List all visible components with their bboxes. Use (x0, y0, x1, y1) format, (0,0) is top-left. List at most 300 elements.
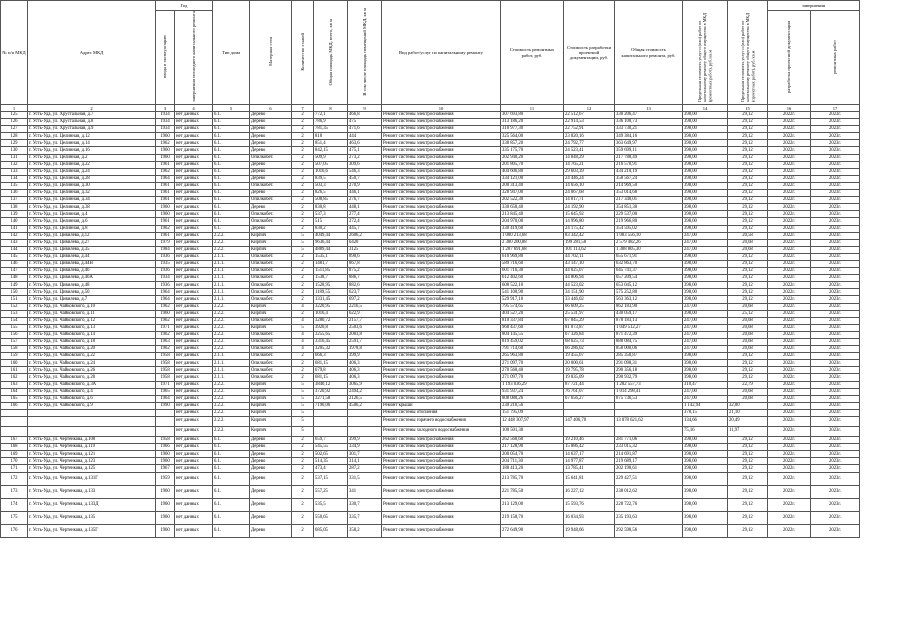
cell-total-cost: 1 014 298,41 (615, 388, 683, 395)
column-number: 4 (175, 105, 213, 112)
cell-living-area: 287,2 (348, 465, 382, 472)
cell-total-area: 681,15 (314, 360, 348, 367)
cell-limit-design: 29,12 (728, 225, 768, 232)
cell-design-cost: 15 641,81 (564, 472, 615, 485)
cell-floors: 2 (292, 444, 314, 451)
cell-last-repair: нет данных (175, 511, 213, 524)
table-row (1, 204, 860, 211)
cell-total-cost: 354 851,30 (615, 204, 683, 211)
cell-design-cost (564, 402, 615, 409)
cell-repair-year: 2023г. (811, 175, 860, 182)
cell-last-repair: нет данных (175, 119, 213, 126)
cell-repair-cost: 330 419,60 (501, 225, 564, 232)
cell-work-type: Ремонт системы электроснабжения (382, 310, 501, 317)
cell-design-cost: 33 446,02 (564, 296, 615, 303)
cell-design-year: 2022г. (768, 211, 811, 218)
cell-total-area: 503,3 (314, 182, 348, 189)
cell-year-built: 1960 (156, 451, 175, 458)
cell-living-area: 301,7 (348, 451, 382, 458)
cell-total-cost: 291 098,31 (615, 360, 683, 367)
cell-work-type: Ремонт системы электроснабжения (382, 197, 501, 204)
cell-last-repair: нет данных (175, 190, 213, 197)
column-number: 3 (156, 105, 175, 112)
cell-year-built: 1962 (156, 225, 175, 232)
cell-limit-design: 29,12 (728, 260, 768, 267)
cell-house-type: 6.1. (213, 154, 250, 161)
cell-repair-cost: 204 711,30 (501, 458, 564, 465)
cell-design-cost: 19 835,09 (564, 374, 615, 381)
cell-total-area: 851,4 (314, 140, 348, 147)
cell-design-cost: 67 845,29 (564, 317, 615, 324)
cell-row-number: 144 (1, 246, 28, 253)
cell-wall-material: Опилкобет. (250, 197, 292, 204)
cell-total-area: 1016,4 (314, 310, 348, 317)
cell-last-repair: нет данных (175, 360, 213, 367)
cell-last-repair: нет данных (175, 465, 213, 472)
cell-living-area: 475,1 (348, 147, 382, 154)
cell-wall-material: Кирпич (250, 324, 292, 331)
cell-year-built: 1962 (156, 168, 175, 175)
cell-last-repair: нет данных (175, 417, 213, 427)
design-year: 2022г. (768, 402, 811, 409)
cell-limit-design: 29,12 (728, 204, 768, 211)
cell-year-built: 1964 (156, 296, 175, 303)
cell-repair-cost: 328 947,00 (501, 190, 564, 197)
cell-total-area: 3205,32 (314, 346, 348, 353)
cell-total-area: 818 (314, 133, 348, 140)
cell-row-number: 168 (1, 444, 28, 451)
cell-work-type: Ремонт системы электроснабжения (382, 275, 501, 282)
cell-repair-cost: 313 186,20 (501, 119, 564, 126)
cell-work-type: Ремонт системы электроснабжения (382, 204, 501, 211)
cell-house-type: 2.2.2. (213, 239, 250, 246)
cell-row-number: 175 (1, 511, 28, 524)
cell-living-area: 2503,6 (348, 324, 382, 331)
cell-floors: 4 (292, 331, 314, 338)
cell-total-cost: 1 083 556,10 (615, 232, 683, 239)
cell-address: г. Усть-Уда, ул. Цивилева, д.46 (28, 268, 156, 275)
cell-design-year: 2022г. (768, 296, 811, 303)
cell-living-area (348, 417, 382, 427)
cell-house-type: 6.1. (213, 485, 250, 498)
cell-year-built: 1965 (156, 388, 175, 395)
cell-last-repair: нет данных (175, 437, 213, 444)
table-row (1, 239, 860, 246)
table-row (1, 119, 860, 126)
cell-design-year: 2022г. (768, 140, 811, 147)
cell-design-year: 2022г. (768, 282, 811, 289)
cell-row-number: 126 (1, 119, 28, 126)
cell-row-number: 176 (1, 524, 28, 537)
cell-work-type: Ремонт системы электроснабжения (382, 458, 501, 465)
header-limit-design: Предельная стоимость услуг и (или) работ по капитальному ремонту общего имущества в МКД (проектных работ), руб./кв.м (728, 1, 768, 105)
cell-repair-cost: 201 805,70 (501, 161, 564, 168)
cell-limit-design: 29,12 (728, 197, 768, 204)
cell-last-repair: нет данных (175, 409, 213, 416)
cell-living-area: 358,2 (348, 524, 382, 537)
cell-design-cost: 66 286,02 (564, 346, 615, 353)
cell-year-built: 1964 (156, 289, 175, 296)
cell-total-cost: 217 340,01 (615, 197, 683, 204)
cell-address: г. Усть-Уда, ул. Чайковского, д.22 (28, 353, 156, 360)
cell-design-cost: 24 175,42 (564, 225, 615, 232)
cell-address: г. Усть-Уда, ул. Целинная, д.22 (28, 161, 156, 168)
cell-design-cost: 22 512,67 (564, 112, 615, 119)
cell-floors: 5 (292, 395, 314, 402)
cell-limit-repair: 247,00 (683, 317, 728, 324)
cell-work-type: Ремонт системы электроснабжения (382, 225, 501, 232)
cell-design-cost: 24 446,24 (564, 175, 615, 182)
cell-design-year: 2022г. (768, 289, 811, 296)
cell-repair-cost: 601 716,30 (501, 268, 564, 275)
cell-wall-material: Дерево (250, 168, 292, 175)
cell-work-type: Ремонт системы отопления (382, 409, 501, 416)
cell-repair-cost: 335 175,70 (501, 147, 564, 154)
cell-work-type: Ремонт системы электроснабжения (382, 346, 501, 353)
cell-house-type: 6.1. (213, 182, 250, 189)
cell-repair-cost: 100 501,30 (501, 427, 564, 437)
cell-total-cost: 563 363,12 (615, 296, 683, 303)
cell-living-area: 2494,2 (348, 388, 382, 395)
cell-floors: 4 (292, 339, 314, 346)
cell-work-type: Ремонт системы электроснабжения (382, 395, 501, 402)
cell-living-area: 6420 (348, 239, 382, 246)
cell-design-cost: 68 625,73 (564, 339, 615, 346)
cell-design-cost: 44 806,94 (564, 275, 615, 282)
header-floors: Количество этажей (292, 1, 314, 105)
cell-house-type: 6.1. (213, 218, 250, 225)
cell-limit-design: 20,68 (728, 246, 768, 253)
cell-floors: 4 (292, 317, 314, 324)
cell-design-year: 2022г. (768, 511, 811, 524)
cell-wall-material: Дерево (250, 126, 292, 133)
cell-last-repair: нет данных (175, 246, 213, 253)
cell-row-number: 135 (1, 182, 28, 189)
column-number: 17 (811, 105, 860, 112)
cell-address: г. Усть-Уда, ул. Хрустальная, д.9 (28, 126, 156, 133)
limit-design: 11,97 (728, 427, 768, 437)
cell-limit-design: 29,12 (728, 444, 768, 451)
cell-total-area: 537,15 (314, 472, 348, 485)
cell-row-number: 164 (1, 388, 28, 395)
cell-address: г. Усть-Уда, ул. Чайковского, д.20 (28, 346, 156, 353)
cell-total-cost: 653 045,12 (615, 282, 683, 289)
cell-address: г. Усть-Уда, ул. Чертенкова, д.135 (28, 511, 156, 524)
cell-design-cost (564, 409, 615, 416)
cell-design-year: 2022г. (768, 246, 811, 253)
cell-repair-cost: 271 097,70 (501, 360, 564, 367)
cell-floors: 2 (292, 511, 314, 524)
cell-design-year: 2022г. (768, 310, 811, 317)
cell-limit-design: 29,12 (728, 296, 768, 303)
table-row (1, 275, 860, 282)
cell-floors: 2 (292, 472, 314, 485)
cell-limit-design: 29,12 (728, 190, 768, 197)
cell-year-built: 1960 (156, 147, 175, 154)
cell-wall-material: Дерево (250, 190, 292, 197)
cell-floors: 2 (292, 168, 314, 175)
cell-living-area: 463,6 (348, 140, 382, 147)
cell-address: г. Усть-Уда, ул. Цивилева, д.44Н (28, 260, 156, 267)
cell-limit-design: 29,12 (728, 182, 768, 189)
cell-year-built: 1960 (156, 511, 175, 524)
cell-total-area: 515 (314, 218, 348, 225)
cell-total-cost: 434 210,19 (615, 168, 683, 175)
cell-design-cost: 14 817,71 (564, 197, 615, 204)
cell-repair-cost: 271 097,70 (501, 374, 564, 381)
cell-wall-material: Опилкобет. (250, 346, 292, 353)
cell-limit-repair: 398,00 (683, 289, 728, 296)
cell-design-year: 2022г. (768, 451, 811, 458)
cell-repair-cost: 221 785,50 (501, 485, 564, 498)
header-repair-cost: Стоимость ремонтных работ, руб. (501, 1, 564, 105)
cell-design-year: 2022г. (768, 275, 811, 282)
header-living-area: В том числе площадь помещений МКД, кв м (348, 1, 382, 105)
cell-row-number: 158 (1, 346, 28, 353)
cell-limit-repair: 398,00 (683, 147, 728, 154)
column-number: 14 (683, 105, 728, 112)
cell-work-type: Ремонт системы электроснабжения (382, 465, 501, 472)
cell-work-type: Ремонт системы электроснабжения (382, 154, 501, 161)
cell-wall-material: Опилкобет. (250, 268, 292, 275)
cell-total-area: 4049,44 (314, 232, 348, 239)
cell-design-year: 2022г. (768, 395, 811, 402)
cell-total-area (314, 417, 348, 427)
cell-wall-material: Опилкобет. (250, 218, 292, 225)
cell-repair-year: 2023г. (811, 260, 860, 267)
cell-row-number: 142 (1, 232, 28, 239)
cell-last-repair: нет данных (175, 168, 213, 175)
cell-year-built: 1961 (156, 197, 175, 204)
cell-total-cost: 219 689,17 (615, 458, 683, 465)
cell-house-type: 2.2.2. (213, 232, 250, 239)
cell-repair-cost: 338 857,20 (501, 140, 564, 147)
cell-limit-design: 20,58 (728, 232, 768, 239)
cell-repair-year: 2023г. (811, 444, 860, 451)
cell-living-area: 334,9 (348, 444, 382, 451)
cell-design-cost: 24 792,77 (564, 140, 615, 147)
cell-living-area: 450,7 (348, 175, 382, 182)
cell-total-cost: 871 472,39 (615, 331, 683, 338)
cell-repair-year: 2023г. (811, 204, 860, 211)
cell-address: г. Усть-Уда, ул. Целинная, д.14 (28, 140, 156, 147)
cell-row-number: 131 (1, 154, 28, 161)
cell-wall-material: Опилкобет. (250, 353, 292, 360)
cell-repair-year: 2023г. (811, 119, 860, 126)
table-row (1, 182, 860, 189)
cell-design-cost: 87 721,44 (564, 381, 615, 388)
table-row (1, 444, 860, 451)
cell-address: г. Усть-Уда, ул. Целинная, д.28 (28, 175, 156, 182)
cell-address: г. Усть-Уда, ул. Чайковского, д.11 (28, 310, 156, 317)
table-row (1, 374, 860, 381)
cell-total-area: 3280,72 (314, 317, 348, 324)
cell-design-year: 2022г. (768, 190, 811, 197)
cell-total-cost: 285 358,87 (615, 353, 683, 360)
cell-limit-design: 25,12 (728, 310, 768, 317)
cell-year-built: 1961 (156, 182, 175, 189)
cell-last-repair: нет данных (175, 275, 213, 282)
cell-design-cost: 19 948,66 (564, 524, 615, 537)
cell-limit-design: 29,12 (728, 437, 768, 444)
cell-house-type: 6.1. (213, 451, 250, 458)
cell-living-area: 445,7 (348, 225, 382, 232)
cell-year-built: 1961 (156, 218, 175, 225)
cell-limit-repair: 398,00 (683, 498, 728, 511)
cell-row-number: 155 (1, 324, 28, 331)
limit-repair: 75,16 (683, 427, 728, 437)
cell-design-cost (564, 427, 615, 437)
cell-limit-repair: 398,00 (683, 282, 728, 289)
cell-repair-year: 2023г. (811, 112, 860, 119)
table-row (1, 218, 860, 225)
cell-last-repair: нет данных (175, 339, 213, 346)
cell-total-area: 550,65 (314, 511, 348, 524)
cell-repair-year: 2023г. (811, 133, 860, 140)
cell-total-cost: 1 282 557,73 (615, 381, 683, 388)
cell-design-cost: 199 281,58 (564, 239, 615, 246)
cell-last-repair: нет данных (175, 260, 213, 267)
cell-limit-repair: 398,00 (683, 204, 728, 211)
cell-total-area: 4889,44 (314, 246, 348, 253)
cell-wall-material: Опилкобет. (250, 154, 292, 161)
cell-wall-material: Кирпич (250, 427, 292, 437)
cell-living-area: 406,3 (348, 367, 382, 374)
table-row (1, 303, 860, 310)
cell-total-cost: 330 206,47 (615, 112, 683, 119)
table-row (1, 417, 860, 427)
cell-repair-cost: 529 917,10 (501, 296, 564, 303)
cell-design-year: 2022г. (768, 232, 811, 239)
cell-address: г. Усть-Уда, ул. Цивилева, д.27 (28, 239, 156, 246)
cell-row-number: 152 (1, 303, 28, 310)
design-year: 2022г. (768, 409, 811, 416)
cell-total-cost: 1 049 512,27 (615, 324, 683, 331)
cell-living-area: 270,9 (348, 182, 382, 189)
cell-total-area: 3840,12 (314, 381, 348, 388)
cell-work-type: Ремонт системы электроснабжения (382, 239, 501, 246)
cell-address: г. Усть-Уда, ул. Цивилева, д.50 (28, 289, 156, 296)
table-row (1, 324, 860, 331)
cell-last-repair: нет данных (175, 458, 213, 465)
cell-design-cost: 14 977,87 (564, 458, 615, 465)
table-row (1, 282, 860, 289)
cell-address: г. Усть-Уда, ул. Целинная, д.4 (28, 211, 156, 218)
cell-design-year: 2022г. (768, 253, 811, 260)
cell-living-area: 886,7 (348, 275, 382, 282)
cell-repair-year: 2023г. (811, 161, 860, 168)
cell-last-repair: нет данных (175, 444, 213, 451)
cell-floors: 5 (292, 388, 314, 395)
cell-floors: 2 (292, 218, 314, 225)
cell-repair-year: 2023г. (811, 310, 860, 317)
cell-wall-material: Опилкобет. (250, 211, 292, 218)
cell-limit-design: 29,12 (728, 268, 768, 275)
cell-total-area (314, 409, 348, 416)
cell-limit-repair: 398,00 (683, 253, 728, 260)
cell-house-type: 2.2.2. (213, 317, 250, 324)
cell-limit-design: 20,68 (728, 303, 768, 310)
cell-living-area: 2126,5 (348, 395, 382, 402)
cell-address: г. Усть-Уда, ул. Чайковского, д.14 (28, 331, 156, 338)
cell-work-type: Ремонт системы электроснабжения (382, 218, 501, 225)
cell-total-area: 3271,58 (314, 395, 348, 402)
cell-limit-design: 20,68 (728, 388, 768, 395)
cell-repair-cost: 804 145,55 (501, 331, 564, 338)
cell-last-repair: нет данных (175, 239, 213, 246)
table-row (1, 472, 860, 485)
cell-house-type: 2.1.1. (213, 268, 250, 275)
cell-house-type: 6.1. (213, 465, 250, 472)
cell-year-built: 1936 (156, 268, 175, 275)
cell-house-type: 2.1.1. (213, 253, 250, 260)
cell-work-type: Ремонт системы электроснабжения (382, 253, 501, 260)
cell-work-type: Ремонт системы электроснабжения (382, 339, 501, 346)
cell-design-cost: 66 609,25 (564, 303, 615, 310)
cell-total-cost: 575 252,80 (615, 289, 683, 296)
cell-design-year: 2022г. (768, 147, 811, 154)
cell-work-type: Ремонт системы электроснабжения (382, 168, 501, 175)
cell-total-area: 9636,44 (314, 239, 348, 246)
cell-last-repair: нет данных (175, 317, 213, 324)
cell-limit-repair: 398,00 (683, 437, 728, 444)
cell-wall-material: Дерево (250, 458, 292, 465)
cell-total-area: 1535,1 (314, 253, 348, 260)
cell-repair-cost: 334 121,00 (501, 175, 564, 182)
cell-row-number: 145 (1, 253, 28, 260)
cell-year-built: 1958 (156, 360, 175, 367)
cell-work-type: Ремонт системы электроснабжения (382, 182, 501, 189)
cell-floors: 4 (292, 346, 314, 353)
cell-living-area: 546,3 (348, 168, 382, 175)
cell-limit-design: 29,12 (728, 218, 768, 225)
table-row (1, 524, 860, 537)
cell-wall-material: Дерево (250, 472, 292, 485)
cell-last-repair: нет данных (175, 388, 213, 395)
cell-house-type: 6.1. (213, 225, 250, 232)
cell-house-type: 2.2.2. (213, 310, 250, 317)
cell-repair-cost: 151 795,09 (501, 409, 564, 416)
column-number: 11 (501, 105, 564, 112)
cell-limit-repair: 247,00 (683, 246, 728, 253)
cell-design-cost: 14 637,17 (564, 451, 615, 458)
column-number: 1 (1, 105, 28, 112)
cell-limit-design: 29,12 (728, 275, 768, 282)
cell-repair-year: 2023г. (811, 168, 860, 175)
column-number: 2 (28, 105, 156, 112)
cell-living-area (348, 427, 382, 437)
cell-address: г. Усть-Уда, ул. Чертенкова, д.133 (28, 485, 156, 498)
cell-house-type: 6.1. (213, 197, 250, 204)
table-row (1, 225, 860, 232)
cell-floors: 5 (292, 246, 314, 253)
cell-row-number: 129 (1, 140, 28, 147)
cell-house-type: 2.2.2. (213, 331, 250, 338)
cell-row-number: 138 (1, 204, 28, 211)
cell-limit-design: 20,68 (728, 317, 768, 324)
cell-repair-year: 2023г. (811, 182, 860, 189)
cell-total-area: 1331,45 (314, 296, 348, 303)
cell-living-area (348, 409, 382, 416)
cell-address: г. Усть-Уда, ул. Цивилева, д.44 (28, 253, 156, 260)
cell-year-built: 1958 (156, 374, 175, 381)
cell-limit-repair: 398,00 (683, 310, 728, 317)
cell-living-area: 272,4 (348, 218, 382, 225)
table-row (1, 402, 860, 409)
cell-work-type: Ремонт системы электроснабжения (382, 444, 501, 451)
cell-work-type: Ремонт системы электроснабжения (382, 246, 501, 253)
cell-floors: 2 (292, 465, 314, 472)
